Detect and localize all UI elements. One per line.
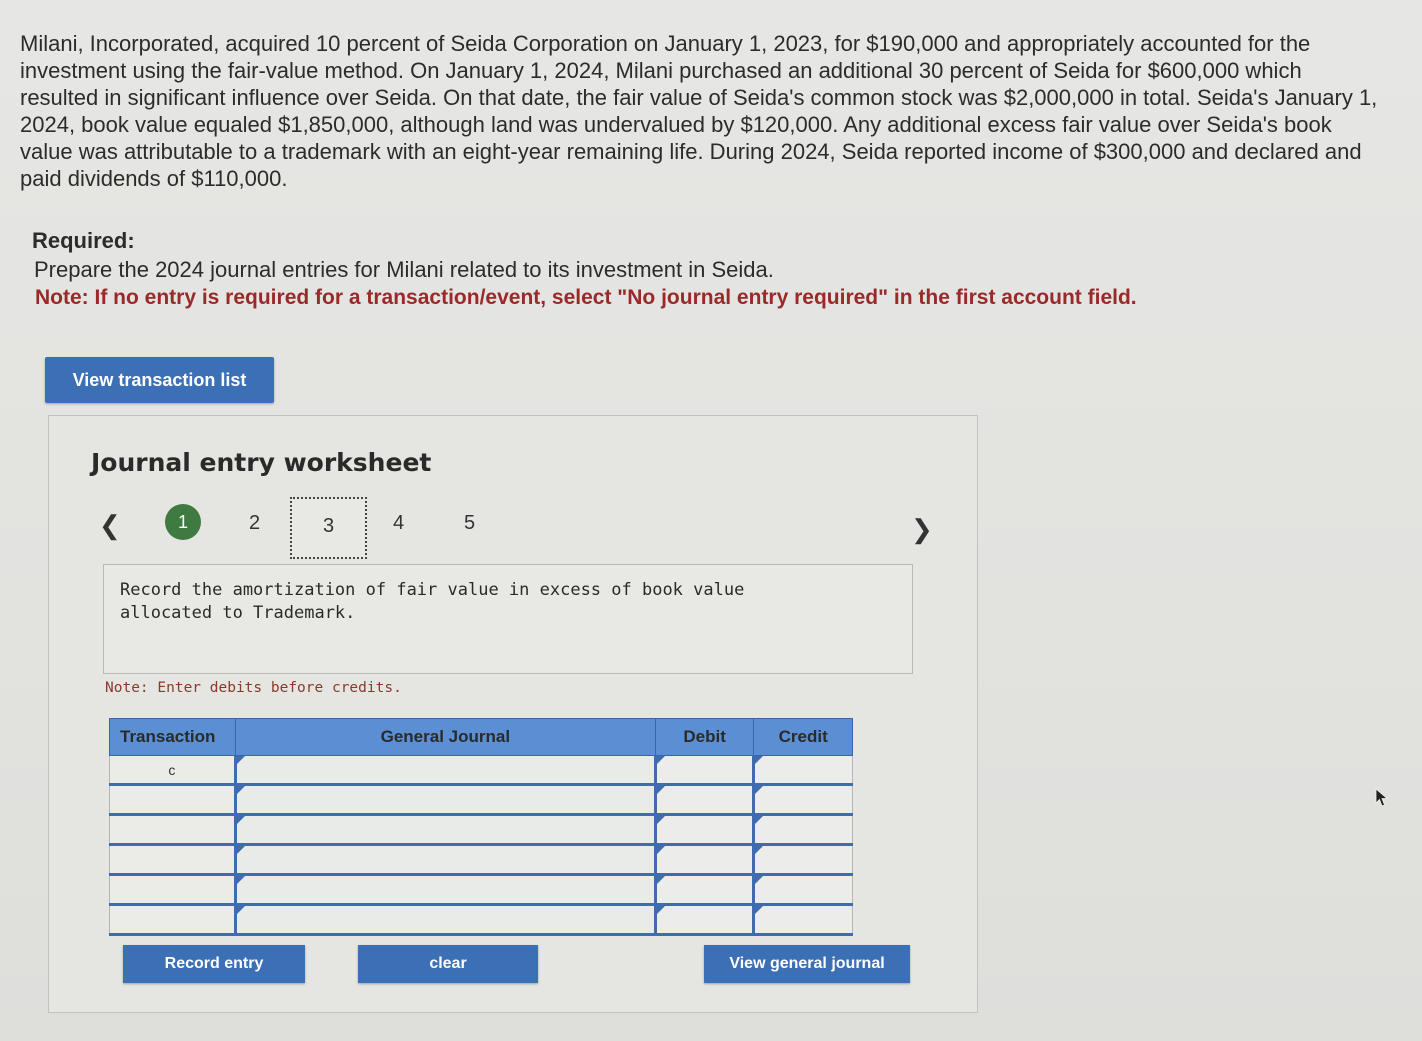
account-input[interactable] <box>235 756 655 785</box>
debit-input[interactable] <box>655 756 754 785</box>
column-header-transaction: Transaction <box>110 719 236 756</box>
mouse-cursor-icon <box>1375 788 1389 808</box>
debit-input[interactable] <box>655 875 754 905</box>
account-input[interactable] <box>235 845 655 875</box>
transaction-cell <box>110 785 236 815</box>
transaction-cell: c <box>110 756 236 785</box>
worksheet-pager <box>49 500 977 560</box>
column-header-credit: Credit <box>754 719 853 756</box>
table-row <box>110 875 853 905</box>
view-transaction-list-button[interactable]: View transaction list <box>45 357 274 403</box>
journal-entry-worksheet <box>48 415 978 1013</box>
debit-input[interactable] <box>655 785 754 815</box>
chevron-left-icon[interactable]: ❮ <box>99 510 121 540</box>
worksheet-title: Journal entry worksheet <box>91 448 432 477</box>
page-4[interactable]: 4 <box>393 512 405 534</box>
transaction-cell <box>110 905 236 935</box>
debit-input[interactable] <box>655 815 754 845</box>
entry-note: Note: Enter debits before credits. <box>105 680 402 696</box>
chevron-right-icon[interactable]: ❯ <box>911 514 933 544</box>
page-3-label: 3 <box>322 515 335 537</box>
transaction-description-box <box>103 564 913 674</box>
account-input[interactable] <box>235 785 655 815</box>
transaction-cell <box>110 845 236 875</box>
account-input[interactable] <box>235 905 655 935</box>
transaction-cell <box>110 875 236 905</box>
debit-input[interactable] <box>655 905 754 935</box>
problem-statement: Milani, Incorporated, acquired 10 percent of Seida Corporation on January 1, 2023, for $190,000 and appropriately accounted for the investment using the fair-value method. On January 1, 2024, Milani purchased an additional 30 percent of Seida for $600,000 which resulted in significant influence over Seida. On that date, the fair value of Seida's common stock was $2,000,000 in total. Seida's January 1, 2024, book value equaled $1,850,000, although land was undervalued by $120,000. Any additional excess fair value over Seida's book value was attributable to a trademark with an eight-year remaining life. During 2024, Seida reported income of $300,000 and declared and paid dividends of $110,000. <box>20 31 1378 191</box>
column-header-debit: Debit <box>655 719 754 756</box>
required-heading: Required: <box>32 228 135 253</box>
credit-input[interactable] <box>754 785 853 815</box>
credit-input[interactable] <box>754 905 853 935</box>
table-row <box>110 815 853 845</box>
table-row <box>110 905 853 935</box>
page-5[interactable]: 5 <box>464 512 476 534</box>
page-1-completed[interactable]: 1 <box>165 504 201 540</box>
view-general-journal-button[interactable]: View general journal <box>704 945 910 983</box>
credit-input[interactable] <box>754 875 853 905</box>
table-row <box>110 785 853 815</box>
journal-table <box>109 718 853 936</box>
column-header-general-journal: General Journal <box>235 719 655 756</box>
page-2[interactable]: 2 <box>249 512 261 534</box>
page-3-current[interactable] <box>290 497 367 559</box>
credit-input[interactable] <box>754 815 853 845</box>
credit-input[interactable] <box>754 845 853 875</box>
required-note: Note: If no entry is required for a transaction/event, select "No journal entry required" in the first account field. <box>35 286 1137 309</box>
required-instruction: Prepare the 2024 journal entries for Milani related to its investment in Seida. <box>34 257 774 282</box>
credit-input[interactable] <box>754 756 853 785</box>
table-row <box>110 845 853 875</box>
clear-button[interactable]: clear <box>358 945 538 983</box>
table-row <box>110 756 853 785</box>
transaction-cell <box>110 815 236 845</box>
account-input[interactable] <box>235 875 655 905</box>
account-input[interactable] <box>235 815 655 845</box>
transaction-description: Record the amortization of fair value in excess of book value allocated to Trademark. <box>120 580 745 623</box>
debit-input[interactable] <box>655 845 754 875</box>
record-entry-button[interactable]: Record entry <box>123 945 305 983</box>
